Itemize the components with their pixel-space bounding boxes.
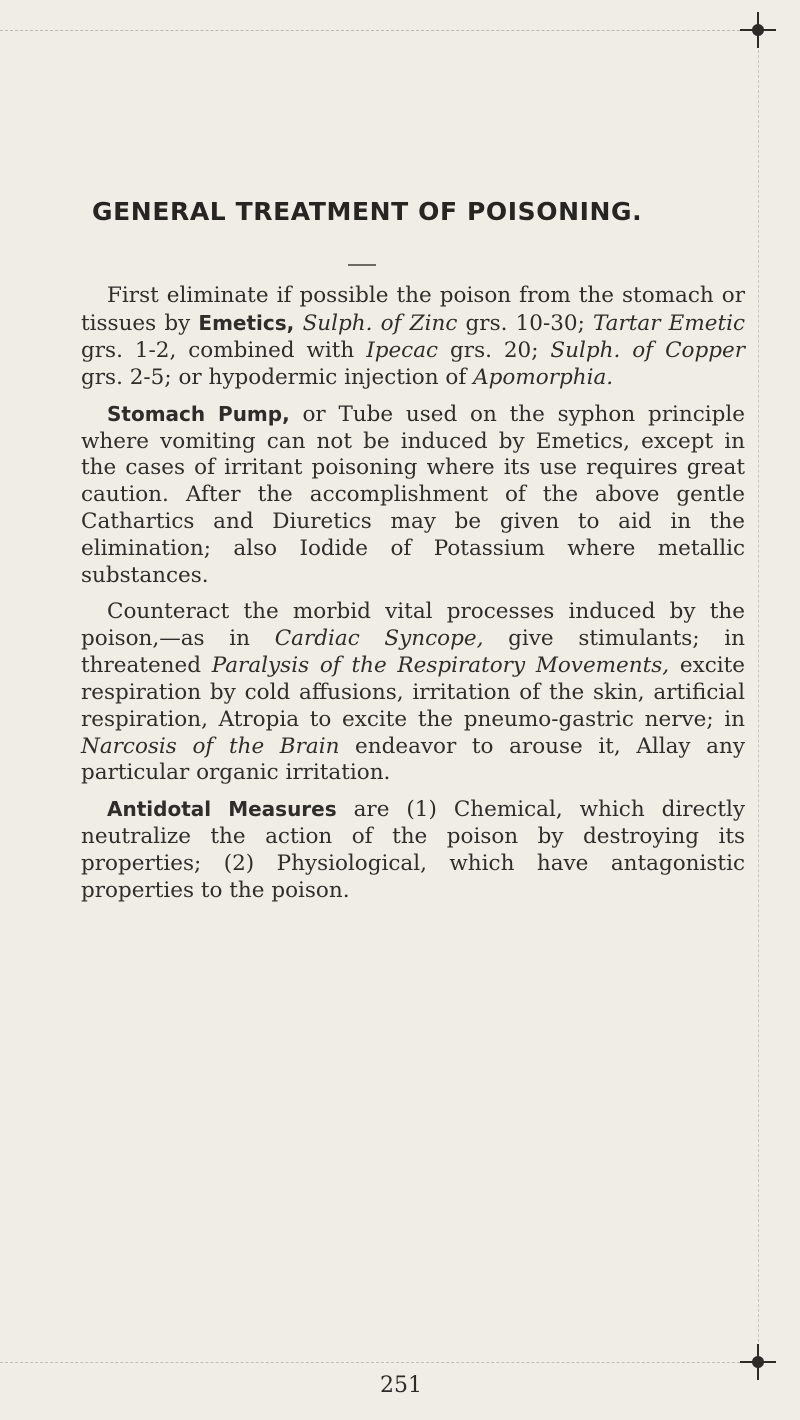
italic-term: Apomorphia. bbox=[473, 364, 614, 390]
text-run: are (1) Chemical, which directly neutralize the action of the poison by destroying its properties; (2) Physiological, which have antagonistic properties to the poison. bbox=[81, 797, 745, 904]
paragraph bbox=[81, 599, 745, 787]
page-number: 251 bbox=[380, 1373, 422, 1398]
text-run: or Tube used on the syphon principle where vomiting can not be induced by Emetics, except in the cases of irritant poisoning where its use requires great caution. After the accomplishment of the above gentle Cathartics and Diuretics may be given to aid in the elimination; also Iodide of Potassium where metallic substances. bbox=[81, 401, 745, 589]
lead-term: Antidotal Measures bbox=[107, 797, 337, 822]
paragraph bbox=[81, 283, 745, 392]
text-run: endeavor to arouse it, Allay any particular organic irritation. bbox=[81, 733, 745, 786]
paragraph bbox=[81, 796, 745, 905]
italic-term: Sulph. of Zinc bbox=[302, 310, 458, 336]
lead-term: Stomach Pump, bbox=[107, 401, 290, 426]
italic-term: Narcosis of the Brain bbox=[81, 733, 340, 759]
crop-mark-icon bbox=[740, 1344, 776, 1380]
text-run: grs. 1-2, combined with bbox=[81, 337, 367, 363]
text-run: grs. 20; bbox=[438, 337, 551, 363]
title-rule bbox=[348, 264, 376, 266]
lead-term: Emetics, bbox=[198, 310, 303, 335]
right-trim-line bbox=[758, 40, 759, 1362]
text-run: grs. 2-5; or hypodermic injection of bbox=[81, 364, 474, 390]
text-run: grs. 10-30; bbox=[457, 310, 593, 336]
paragraph bbox=[81, 401, 745, 590]
italic-term: Sulph. of Copper bbox=[550, 337, 745, 363]
text-run: First eliminate if possible the poison from the stomach or tissues by bbox=[81, 283, 745, 336]
italic-term: Paralysis of the Respiratory Movements, bbox=[211, 652, 670, 678]
italic-term: Tartar Emetic bbox=[593, 310, 746, 336]
text-run: excite respiration by cold affusions, irritation of the skin, artificial respiration, Atropia to excite the pneumo-gastric nerve; in bbox=[81, 652, 746, 732]
italic-term: Ipecac bbox=[366, 337, 439, 363]
page-title: GENERAL TREATMENT OF POISONING. bbox=[92, 197, 643, 226]
text-run: give stimulants; in threatened bbox=[81, 625, 745, 678]
body-text bbox=[81, 283, 745, 914]
top-trim-line bbox=[0, 30, 760, 31]
crop-mark-icon bbox=[740, 12, 776, 48]
text-run: Counteract the morbid vital processes induced by the poison,—as in bbox=[81, 598, 745, 651]
bottom-trim-line bbox=[0, 1362, 760, 1363]
italic-term: Cardiac Syncope, bbox=[274, 625, 484, 651]
